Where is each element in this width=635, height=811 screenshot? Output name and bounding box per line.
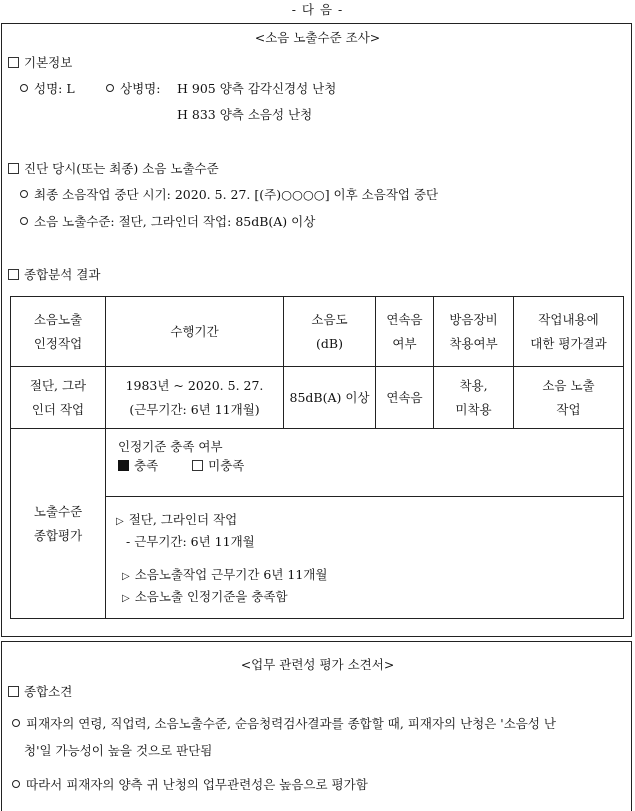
detail-summary-1: ▷ 소음노출작업 근무기간 6년 11개월 [122,563,327,589]
table-header-row [11,297,624,367]
criteria-met-label: 충족 [134,458,159,473]
diagnosis-2: H 833 양측 소음성 난청 [177,107,313,122]
last-noise-work: 최종 소음작업 중단 시기: 2020. 5. 27. [(주)○○○○] 이후 소음작업 중단 [20,185,438,203]
table-cell: 착용, 미착용 [434,367,514,429]
table-cell: 절단, 그라 인더 작업 [11,367,106,429]
circle-bullet-icon [12,780,20,788]
basic-info-heading: 기본정보 [8,53,72,71]
diagnosis-1: H 905 양측 감각신경성 난청 [177,81,337,96]
triangle-arrow-icon: ▷ [122,593,130,604]
table-row [11,367,624,429]
checkbox-icon [8,686,19,697]
checkbox-icon [8,269,19,280]
circle-bullet-icon [20,217,28,225]
name-field: 성명: L [20,79,75,97]
circle-bullet-icon [12,719,20,727]
header-cell: 방음장비 착용여부 [434,297,514,367]
criteria-title: 인정기준 충족 여부 [118,439,223,454]
criteria-not-met-label: 미충족 [208,458,245,473]
header-cell: 소음도 (dB) [284,297,376,367]
evaluation-label-cell: 노출수준 종합평가 [11,429,106,619]
table-cell: 1983년 ~ 2020. 5. 27. (근무기간: 6년 11개월) [106,367,284,429]
exposure-heading: 진단 당시(또는 최종) 소음 노출수준 [8,159,219,177]
circle-bullet-icon [20,84,28,92]
opinion-2: 따라서 피재자의 양측 귀 난청의 업무관련성은 높음으로 평가함 [12,775,368,793]
evaluation-row [11,429,624,619]
checkbox-icon [8,57,19,68]
summary-heading: 종합소견 [8,682,72,700]
criteria-block [106,429,623,497]
triangle-arrow-icon: ▷ [122,571,130,582]
header-cell: 작업내용에 대한 평가결과 [514,297,624,367]
noise-level: 소음 노출수준: 절단, 그라인더 작업: 85dB(A) 이상 [20,212,315,230]
table-cell: 소음 노출 작업 [514,367,624,429]
opinion-1: 피재자의 연령, 직업력, 소음노출수준, 순음청력검사결과를 종합할 때, 피재자의 난청은 '소음성 난 [12,714,556,732]
criteria-options [118,456,244,476]
header-cell: 연속음 여부 [376,297,434,367]
triangle-arrow-icon: ▷ [116,516,124,527]
section-title: <업무 관련성 평가 소견서> [240,657,395,672]
evaluation-detail-cell [106,429,624,619]
page-heading: - 다 음 - [291,2,344,17]
table-cell: 연속음 [376,367,434,429]
detail-period: - 근무기간: 6년 11개월 [126,534,255,549]
circle-bullet-icon [106,84,114,92]
analysis-heading: 종합분석 결과 [8,265,100,283]
analysis-table [10,296,624,619]
header-cell: 소음노출 인정작업 [11,297,106,367]
detail-summary-2: ▷ 소음노출 인정기준을 충족함 [122,585,288,611]
circle-bullet-icon [20,190,28,198]
table-cell: 85dB(A) 이상 [284,367,376,429]
work-relatedness-section [1,641,632,811]
checkbox-icon [192,460,203,471]
section-title: <소음 노출수준 조사> [254,30,381,45]
opinion-1-continued: 청'일 가능성이 높을 것으로 판단됨 [24,743,213,758]
header-cell: 수행기간 [106,297,284,367]
diagnosis-label: 상병명: [106,79,160,97]
detail-work: ▷ 절단, 그라인더 작업 [116,508,237,534]
checkbox-checked-icon [118,460,129,471]
checkbox-icon [8,163,19,174]
